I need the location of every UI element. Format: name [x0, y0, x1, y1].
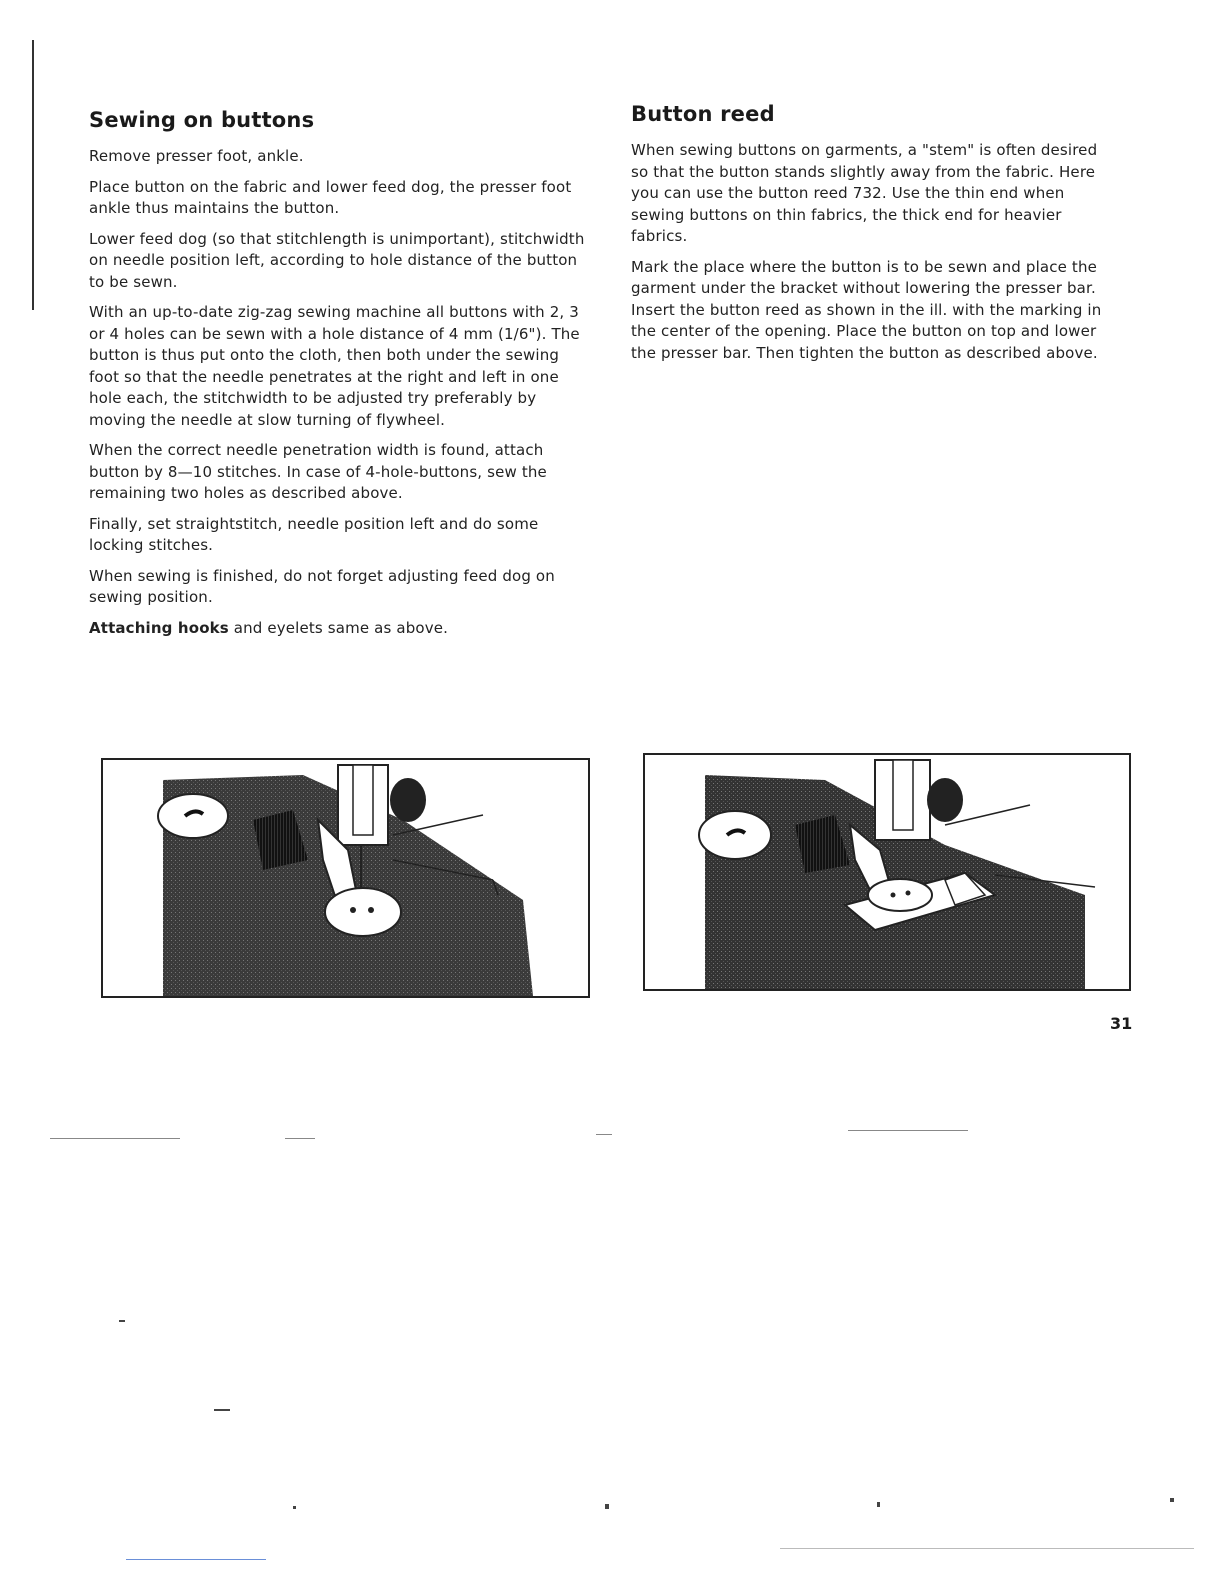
paragraph: With an up-to-date zig-zag sewing machine all buttons with 2, 3 or 4 holes can be sewn with a hole distance of 4 mm (1/6"). The button is thus put onto the cloth, then both under the sewing foot so that the needle penetrates at the right and left in one hole each, the stitchwidth to be adjusted try preferably by moving the needle at slow turning of flywheel.	[89, 303, 580, 429]
scan-artifact	[293, 1506, 296, 1509]
paragraph: Mark the place where the button is to be sewn and place the garment under the bracket without lowering the presser bar. Insert the button reed as shown in the ill. with the marking in the center of the opening. Place the button on top and lower the presser bar. Then tighten the button as described above.	[631, 257, 1102, 362]
scan-artifact	[119, 1320, 125, 1322]
button-reed-illustration	[643, 753, 1131, 991]
scan-artifact	[50, 1138, 180, 1139]
scan-artifact	[214, 1409, 230, 1411]
sewing-on-buttons-section	[89, 108, 589, 648]
margin-line	[32, 40, 34, 310]
sewing-button-illustration	[101, 758, 590, 998]
paragraph	[89, 618, 589, 640]
scan-artifact	[877, 1502, 880, 1507]
lead-rest: and eyelets same as above.	[228, 618, 449, 637]
scan-artifact	[126, 1559, 266, 1560]
page-number: 31	[1110, 1014, 1133, 1033]
paragraph: Remove presser foot, ankle.	[89, 147, 304, 165]
scan-artifact	[848, 1130, 968, 1131]
scan-artifact	[596, 1134, 612, 1135]
scan-artifact	[1170, 1498, 1174, 1502]
paragraph: Place button on the fabric and lower feed dog, the presser foot ankle thus maintains the button.	[89, 177, 572, 217]
bold-lead: Attaching hooks	[89, 618, 229, 637]
paragraph: When the correct needle penetration width is found, attach button by 8—10 stitches. In case of 4-hole-buttons, sew the remaining two holes as described above.	[89, 441, 547, 502]
scan-artifact	[780, 1548, 1194, 1549]
section-heading: Button reed	[631, 102, 775, 126]
paragraph: Finally, set straightstitch, needle position left and do some locking stitches.	[89, 514, 539, 554]
button-reed-section	[631, 102, 1111, 373]
scan-artifact	[605, 1504, 609, 1509]
section-heading: Sewing on buttons	[89, 108, 315, 132]
paragraph: When sewing buttons on garments, a "stem" is often desired so that the button stands slightly away from the fabric. Here you can use the button reed 732. Use the thin end when sewing buttons on thin fabrics, the thick end for heavier fabrics.	[631, 141, 1098, 245]
paragraph: Lower feed dog (so that stitchlength is unimportant), stitchwidth on needle position left, according to hole distance of the button to be sewn.	[89, 229, 585, 291]
scan-artifact	[285, 1138, 315, 1139]
paragraph: When sewing is finished, do not forget adjusting feed dog on sewing position.	[89, 566, 555, 606]
